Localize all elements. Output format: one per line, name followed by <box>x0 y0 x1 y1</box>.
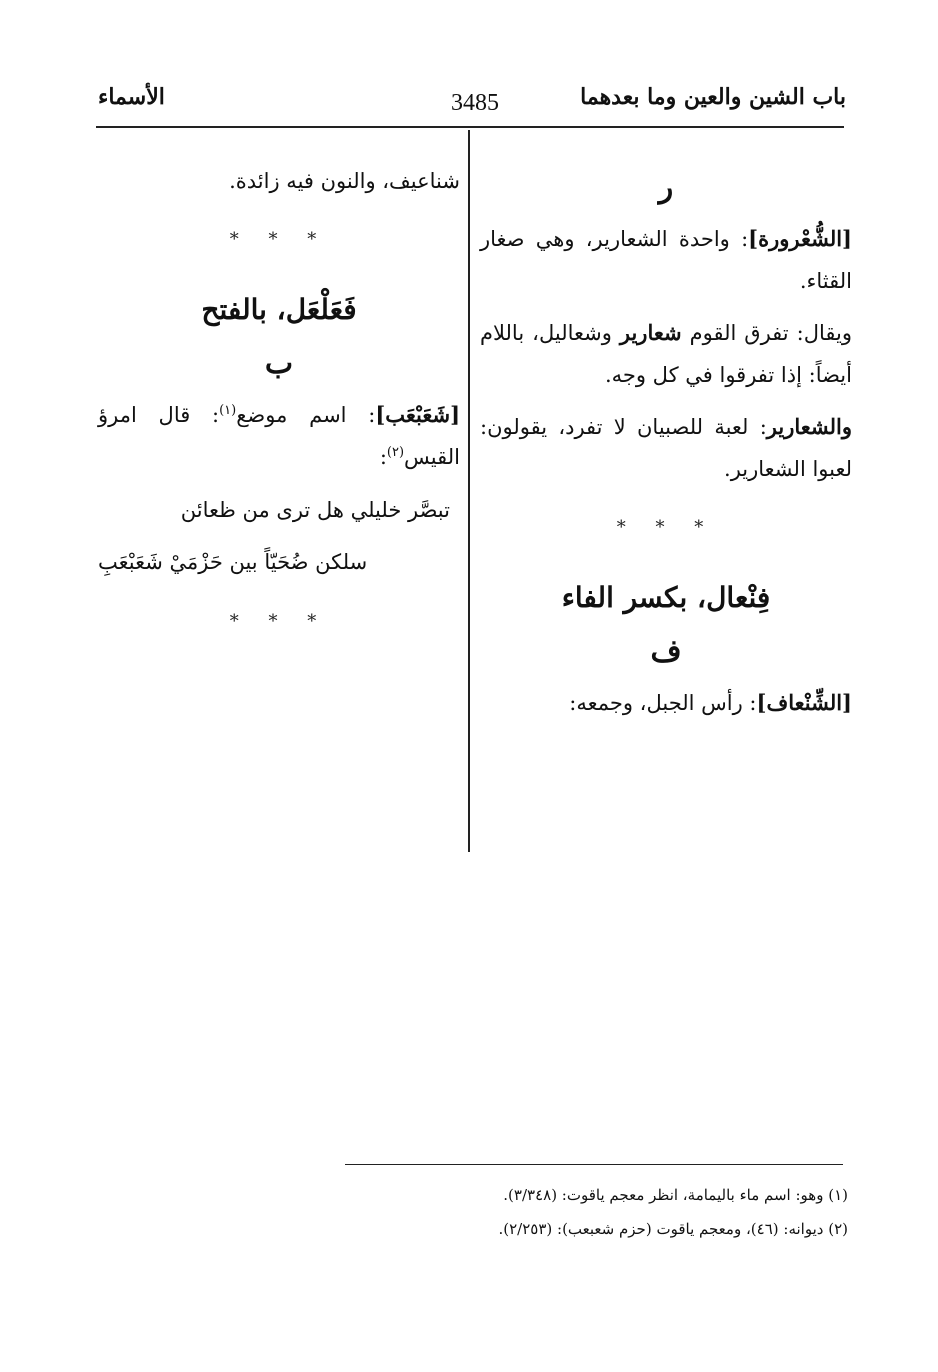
letter-heading-ba: ب <box>264 346 294 381</box>
entry-shaabaab <box>98 394 460 478</box>
entry-term: [الشُّعْرورة] <box>748 226 852 251</box>
footnote-1: (١) وهو: اسم ماء باليمامة، انظر معجم ياقوت: (٣/٣٤٨). <box>503 1186 848 1204</box>
entry-text: وشعاليل، باللام أيضاً: إذا تفرقوا في كل وجه. <box>480 321 852 387</box>
left-column <box>98 160 460 668</box>
entry-shurura <box>480 218 852 302</box>
section-separator: * * * <box>229 229 329 250</box>
chapter-title: باب الشين والعين وما بعدهما <box>580 84 846 110</box>
entry-continuation: شناعيف، والنون فيه زائدة. <box>229 169 460 193</box>
entry-lead: ويقال: تفرق القوم <box>689 321 852 345</box>
right-column <box>480 160 852 734</box>
footnotes <box>288 1178 848 1246</box>
verse-line-2: سلكن ضُحَيّاً بين حَزْمَيْ شَعَبْعَبِ <box>98 550 368 574</box>
pattern-heading-finaal: فِنْعال، بكسر الفاء <box>561 581 771 614</box>
entry-shinaf <box>480 682 852 724</box>
entry-shaarir-game <box>480 406 852 490</box>
section-separator: * * * <box>616 517 716 538</box>
section-separator: * * * <box>229 611 329 632</box>
entry-text: : قال امرؤ القيس <box>98 403 460 469</box>
column-divider <box>468 130 470 852</box>
footnote-ref: (٢) <box>386 445 405 460</box>
entry-term: والشعارير <box>766 414 852 439</box>
footnote-ref: (١) <box>219 403 237 418</box>
entry-text: : واحدة الشعارير، وهي صغار القثاء. <box>480 227 852 293</box>
entry-tafarraq <box>480 312 852 396</box>
letter-heading-fa: ف <box>650 634 682 669</box>
footnote-rule <box>345 1164 843 1165</box>
page-number: 3485 <box>451 90 499 116</box>
footnote-2: (٢) ديوانه: (٤٦)، ومعجم ياقوت (حزم شعبعب): (٢/٢٥٣). <box>498 1220 848 1238</box>
pattern-heading-faalaal: فَعَلْعَل، بالفتح <box>201 293 357 326</box>
entry-term: [شَعَبْعَب] <box>375 402 461 427</box>
verse-line-1: تبصَّر خليلي هل ترى من ظعائن <box>180 498 450 522</box>
section-title: الأسماء <box>98 84 165 110</box>
entry-text: : اسم موضع <box>236 403 376 427</box>
letter-heading-ra: ر <box>658 170 674 205</box>
entry-text: : رأس الجبل، وجمعه: <box>569 691 757 715</box>
header-rule <box>96 126 844 128</box>
entry-term: [الشِّنْعاف] <box>756 690 852 715</box>
entry-text: : <box>379 445 387 469</box>
entry-term: شعارير <box>619 320 682 345</box>
entry-text: : لعبة للصبيان لا تفرد، يقولون: لعبوا الشعارير. <box>480 415 852 481</box>
